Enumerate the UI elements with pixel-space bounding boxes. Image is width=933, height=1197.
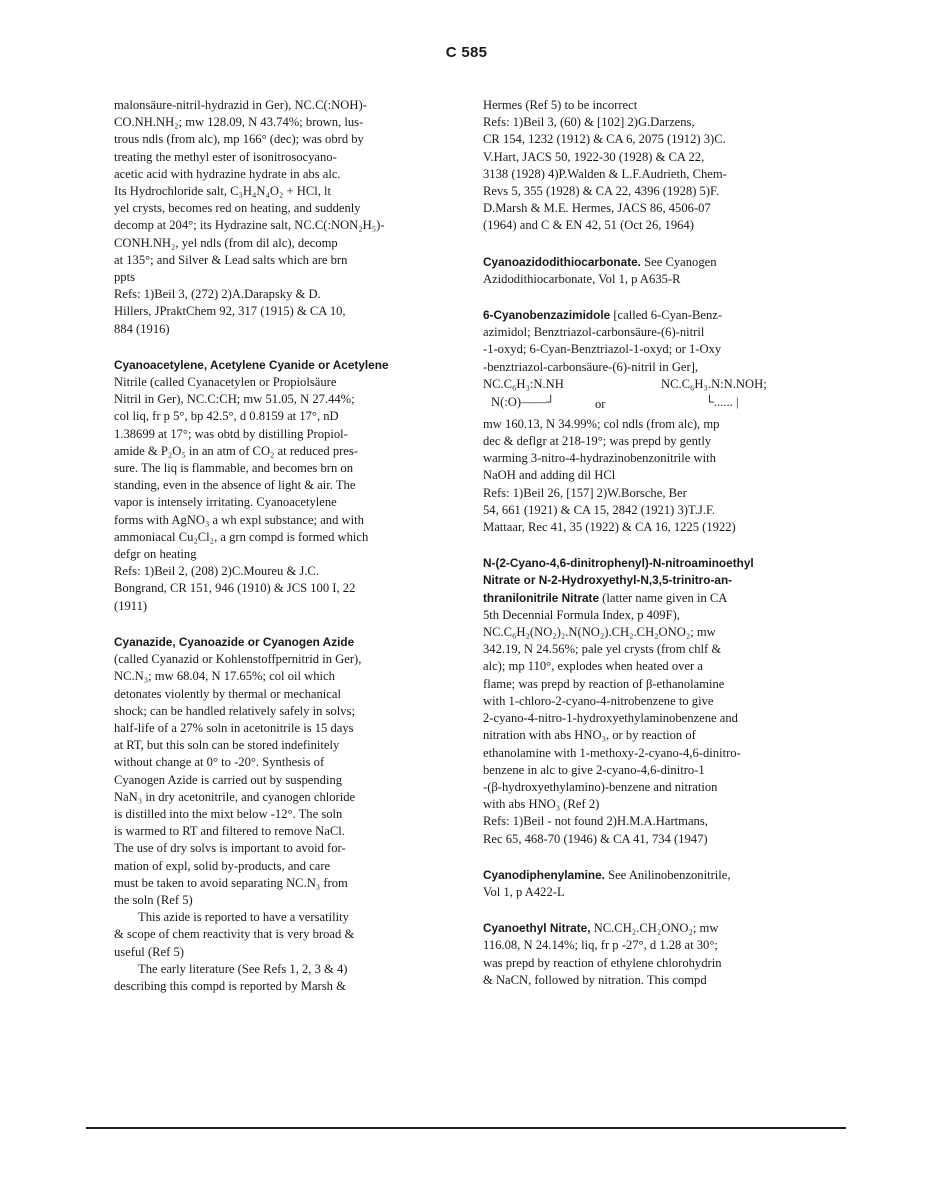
refs-line: Revs 5, 355 (1928) & CA 22, 4396 (1928) 5)F. [483,184,720,199]
refs-line: (1911) [114,598,148,613]
text-line: NC.N₃; mw 68.04, N 17.65%; col oil which [114,669,335,684]
text-line: This azide is reported to have a versatility [138,910,349,925]
text-line: is warmed to RT and filtered to remove NaCl. [114,824,345,839]
text-line: was prepd by reaction of ethylene chlorohydrin [483,955,722,970]
entry-heading: Cyanoacetylene, Acetylene Cyanide or Acetylene [114,357,389,372]
text-line: nitration with abs HNO₃, or by reaction of [483,728,696,743]
heading-tail: See Anilinobenzonitrile, [604,867,731,882]
text-line: NaN₃ in dry acetonitrile, and cyanogen chloride [114,789,356,804]
refs-line: (1964) and C & EN 42, 51 (Oct 26, 1964) [483,218,694,233]
text-line: col liq, fr p 5°, bp 42.5°, d 0.8159 at 17°, nD [114,409,339,424]
text-line: alc); mp 110°, explodes when heated over a [483,659,703,674]
text-line: defgr on heating [114,547,197,562]
text-line: at 135°; and Silver & Lead salts which are brn [114,252,348,267]
refs-line: 3138 (1928) 4)P.Walden & L.F.Audrieth, Chem- [483,166,727,181]
entry-heading: Cyanodiphenylamine. [483,867,605,882]
text-line: at RT, but this soln can be stored indefinitely [114,738,340,753]
heading-tail: [called 6-Cyan-Benz- [610,308,723,323]
text-line: benzene in alc to give 2-cyano-4,6-dinitro-1 [483,762,705,777]
text-line: 1.38699 at 17°; was obtd by distilling Propiol- [114,426,348,441]
formula-left-top: NC.C₆H₃:N.NH [483,376,564,391]
text-line: dec & deflgr at 218-19°; was prepd by gently [483,434,712,449]
heading-tail: NC.CH₂.CH₂ONO₂; mw [590,921,719,936]
text-line: vapor is intensely irritating. Cyanoacetylene [114,495,337,510]
text-line: yel crysts, becomes red on heating, and suddenly [114,201,361,216]
text-line: Nitrile (called Cyanacetylen or Propiolsäure [114,375,337,390]
text-line: The early literature (See Refs 1, 2, 3 & 4) [138,961,348,976]
text-line: flame; was prepd by reaction of β-ethanolamine [483,676,725,691]
text-line: describing this compd is reported by Marsh & [114,978,346,993]
page-number: C 585 [445,44,488,61]
text-line: 5th Decennial Formula Index, p 409F), [483,607,680,622]
entry-continued-hydrazide [114,97,450,338]
text-line: Vol 1, p A422-L [483,884,565,899]
entry-heading: Cyanoethyl Nitrate, [483,921,591,936]
refs-line: Bongrand, CR 151, 946 (1910) & JCS 100 I, 22 [114,581,356,596]
text-line: ethanolamine with 1-methoxy-2-cyano-4,6-dinitro- [483,745,741,760]
text-line: ppts [114,270,135,285]
text-line: Cyanogen Azide is carried out by suspending [114,772,343,787]
entry-heading: Nitrate or N-2-Hydroxyethyl-N,3,5-trinitro-an- [483,573,733,588]
text-line: 2-cyano-4-nitro-1-hydroxyethylaminobenzene and [483,711,738,726]
text-line: NaOH and adding dil HCl [483,468,616,483]
text-line: -1-oxyd; 6-Cyan-Benztriazol-1-oxyd; or 1-Oxy [483,342,722,357]
text-line: The use of dry solvs is important to avoid for- [114,841,346,856]
entry-continued-refs [483,97,819,235]
text-line: amide & P₂O₅ in an atm of CO₂ at reduced pres- [114,443,358,458]
text-line: NC.C₆H₂(NO₂)₂.N(NO₂).CH₂.CH₂ONO₂; mw [483,625,716,640]
refs-line: CR 154, 1232 (1912) & CA 6, 2075 (1912) 3)C. [483,132,726,147]
refs-line: 54, 661 (1921) & CA 15, 2842 (1921) 3)T.J.F. [483,502,716,517]
entry-cyano-dinitrophenyl-nitrate [483,555,819,847]
text-line: Hermes (Ref 5) to be incorrect [483,98,638,112]
text-line: mw 160.13, N 34.99%; col ndls (from alc), mp [483,416,720,431]
entry-cyanoethyl-nitrate [483,920,819,989]
text-line: & scope of chem reactivity that is very broad & [114,927,355,942]
heading-tail: (latter name given in CA [599,590,728,605]
text-line: ammoniacal Cu₂Cl₂, a grn compd is formed which [114,529,369,544]
refs-line: Rec 65, 468-70 (1946) & CA 41, 734 (1947) [483,831,708,846]
text-line: mation of expl, solid by-products, and care [114,858,331,873]
text-line: is distilled into the mixt below -12°. The soln [114,806,343,821]
text-line: Its Hydrochloride salt, C₃H₄N₄O₂ + HCl, lt [114,184,332,199]
entry-heading: Cyanazide, Cyanoazide or Cyanogen Azide [114,634,355,649]
entry-cyanodiphenylamine [483,867,819,901]
entry-cyanobenzazimidole [483,307,819,536]
text-line: CONH.NH₂, yel ndls (from dil alc), decomp [114,235,338,250]
refs-line: Refs: 1)Beil - not found 2)H.M.A.Hartmans, [483,814,708,829]
entry-cyanazide [114,634,450,995]
text-line: acetic acid with hydrazine hydrate in abs alc. [114,166,341,181]
text-line: sure. The liq is flammable, and becomes brn on [114,461,353,476]
refs-line: D.Marsh & M.E. Hermes, JACS 86, 4506-07 [483,201,711,216]
text-line: useful (Ref 5) [114,944,184,959]
text-line: standing, even in the absence of light & air. The [114,478,356,493]
text-line: -(β-hydroxyethylamino)-benzene and nitration [483,779,718,794]
text-line: trous ndls (from alc), mp 166° (dec); was obrd by [114,132,364,147]
text-line: & NaCN, followed by nitration. This compd [483,972,707,987]
refs-line: Refs: 1)Beil 3, (60) & [102] 2)G.Darzens, [483,115,695,130]
formula-left-bottom: N(:O)——┘ [491,394,556,409]
text-line: detonates violently by thermal or mechanical [114,686,341,701]
text-line: 342.19, N 24.56%; pale yel crysts (from chlf & [483,642,722,657]
right-column [483,97,819,1008]
text-line: without change at 0° to -20°. Synthesis of [114,755,325,770]
text-line: azimidol; Benztriazol-carbonsäure-(6)-nitril [483,325,705,340]
page-bottom-rule [86,1127,846,1129]
text-line: treating the methyl ester of isonitrosocyano- [114,149,337,164]
text-line: the soln (Ref 5) [114,892,193,907]
entry-heading: Cyanoazidodithiocarbonate. [483,254,641,269]
text-line: malonsäure-nitril-hydrazid in Ger), NC.C(:NOH)- [114,98,367,112]
text-line: with 1-chloro-2-cyano-4-nitrobenzene to give [483,693,714,708]
entry-heading: thranilonitrile Nitrate [483,590,600,605]
formula-or: or [595,396,606,411]
text-line: 116.08, N 24.14%; liq, fr p -27°, d 1.28 at 30°; [483,938,718,953]
left-column [114,97,450,1014]
refs-line: 884 (1916) [114,321,170,336]
refs-line: Refs: 1)Beil 2, (208) 2)C.Moureu & J.C. [114,564,319,579]
refs-line: Mattaar, Rec 41, 35 (1922) & CA 16, 1225 (1922) [483,520,736,535]
text-line: CO.NH.NH₂; mw 128.09, N 43.74%; brown, lus- [114,115,364,130]
refs-line: Refs: 1)Beil 26, [157] 2)W.Borsche, Ber [483,485,687,500]
text-line: warming 3-nitro-4-hydrazinobenzonitrile with [483,451,716,466]
entry-heading: N-(2-Cyano-4,6-dinitrophenyl)-N-nitroaminoethyl [483,556,754,571]
text-line: must be taken to avoid separating NC.N₃ from [114,875,348,890]
text-line: (called Cyanazid or Kohlenstoffpernitrid in Ger), [114,652,362,667]
refs-line: V.Hart, JACS 50, 1922-30 (1928) & CA 22, [483,149,705,164]
heading-tail: See Cyanogen [640,254,717,269]
formula-right-bottom: └...... | [705,394,739,409]
text-line: shock; can be handled relatively safely in solvs; [114,703,355,718]
text-line: half-life of a 27% soln in acetonitrile is 15 days [114,720,354,735]
text-line: Azidodithiocarbonate, Vol 1, p A635-R [483,271,681,286]
entry-cyanoazidodithiocarbonate [483,254,819,288]
text-line: forms with AgNO₃ a wh expl substance; and with [114,512,364,527]
text-line: with abs HNO₃ (Ref 2) [483,797,600,812]
text-line: -benztriazol-carbonsäure-(6)-nitril in Ger], [483,359,699,374]
formula-right-top: NC.C₆H₃.N:N.NOH; [661,376,767,391]
text-line: Nitril in Ger), NC.C:CH; mw 51.05, N 27.44%; [114,392,355,407]
refs-line: Refs: 1)Beil 3, (272) 2)A.Darapsky & D. [114,287,321,302]
entry-heading: 6-Cyanobenzazimidole [483,308,611,323]
entry-cyanoacetylene [114,357,450,615]
refs-line: Hillers, JPraktChem 92, 317 (1915) & CA 10, [114,304,346,319]
text-line: decomp at 204°; its Hydrazine salt, NC.C(:NON₂H₅)- [114,218,385,233]
structural-formula [483,376,819,416]
